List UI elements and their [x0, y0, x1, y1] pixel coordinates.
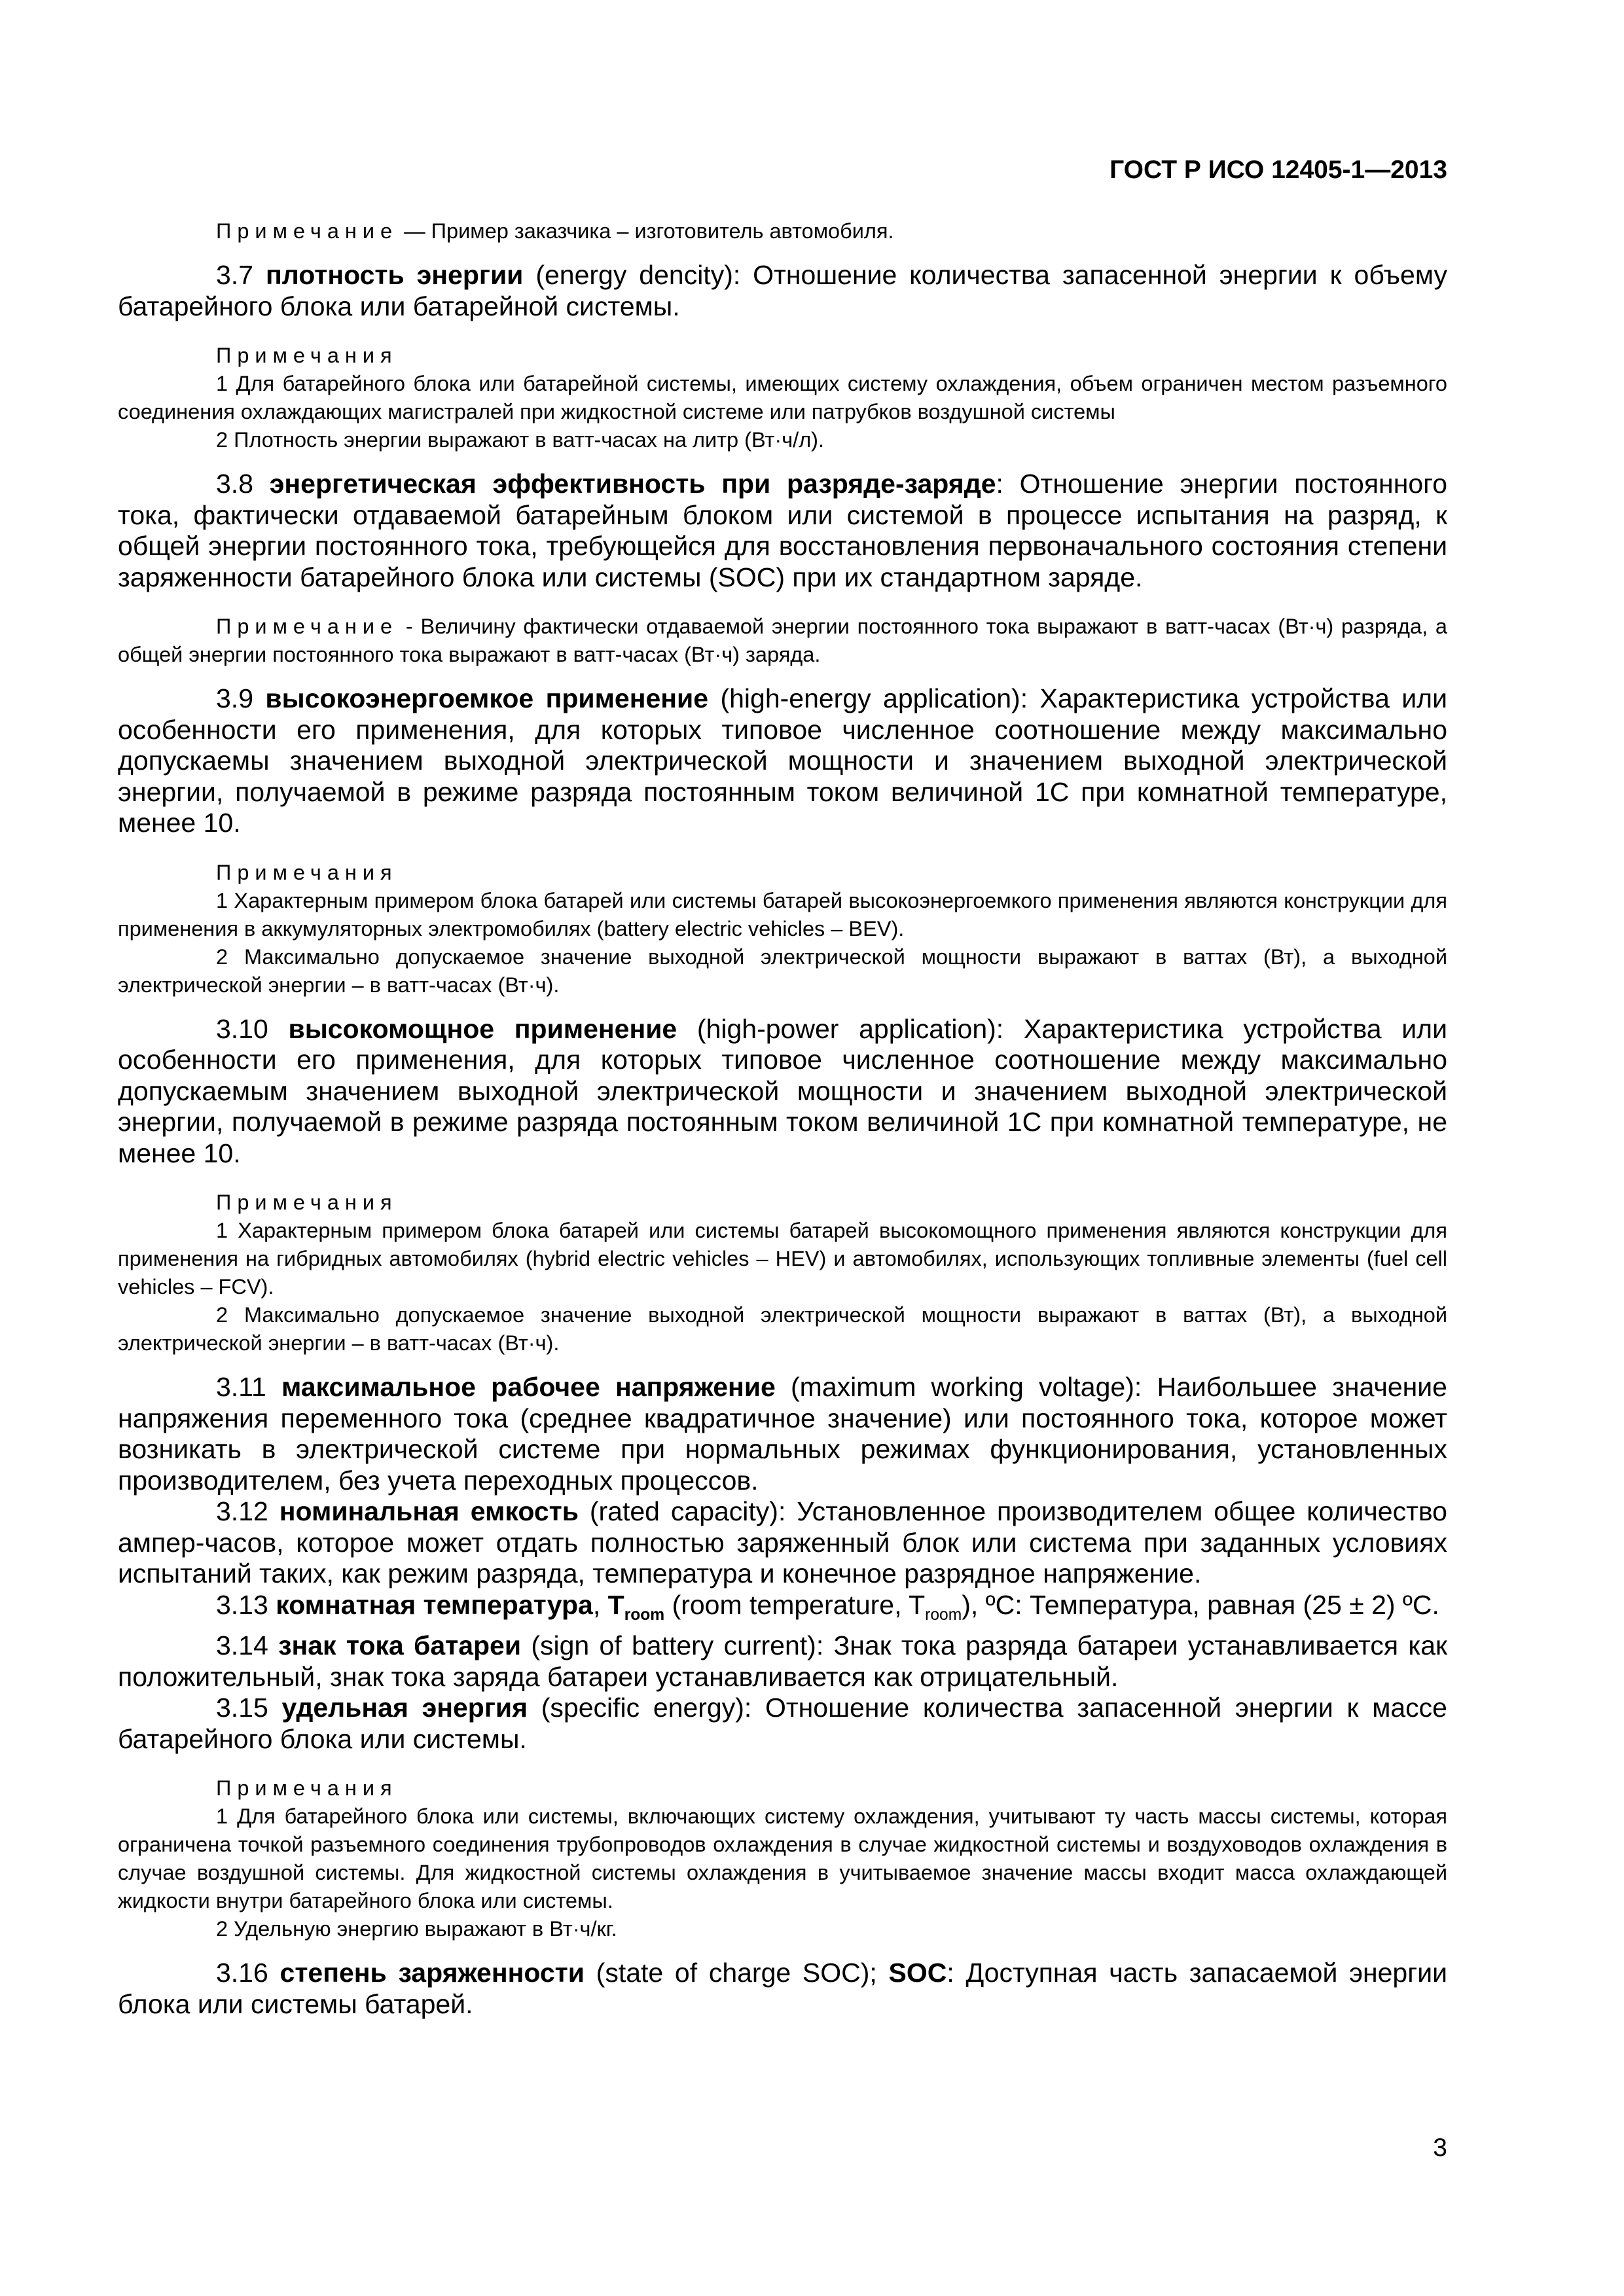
notes-heading: Примечания: [216, 860, 398, 884]
term-number: 3.13: [216, 1589, 276, 1620]
term-title: комнатная температура: [276, 1589, 593, 1620]
term-definition: (specific energy): Отношение количества запасенной энергии к массе батарейного блока или системы.: [118, 1693, 1447, 1754]
note-item: 1 Для батарейного блока или системы, включающих систему охлаждения, учитывают ту часть массы системы, которая ограничена точкой разъемного соединения трубопроводов охлаждения в случае жидкостной системы и воздуховодов охлаждения в случае воздушной системы. Для жидкостной системы охлаждения в учитываемое значение массы входит масса охлаждающей жидкости внутри батарейного блока или системы.: [118, 1804, 1447, 1913]
term-english: (room temperature, T: [664, 1589, 926, 1620]
note-item: 2 Плотность энергии выражают в ватт-часах на литр (Вт·ч/л).: [216, 428, 825, 452]
notes-heading: Примечания: [216, 1191, 398, 1214]
term-number: 3.9: [216, 683, 266, 713]
term-title: знак тока батареи: [278, 1630, 522, 1661]
notes-label: [118, 342, 1447, 370]
notes-heading: Примечания: [216, 344, 398, 367]
note-item: 1 Характерным примером блока батарей или системы батарей высокоэнергоемкого применения являются конструкции для применения в аккумуляторных электромобилях (battery electric vehicles – BEV).: [118, 888, 1447, 941]
term-abbreviation: SOC: [888, 1958, 947, 1988]
term-title: плотность энергии: [265, 260, 524, 290]
term-number: 3.15: [216, 1693, 282, 1723]
note-3-6: [118, 217, 1447, 245]
note-text: - Величину фактически отдаваемой энергии постоянного тока выражают в ватт-часах (Вт·ч) разряда, а общей энергии постоянного тока выражают в ватт-часах (Вт·ч) заряда.: [118, 615, 1447, 666]
term-separator: ,: [592, 1589, 608, 1620]
term-number: 3.7: [216, 260, 266, 290]
term-title: максимальное рабочее напряжение: [281, 1372, 776, 1402]
term-title: удельная энергия: [281, 1693, 528, 1723]
term-3-8: [118, 469, 1447, 593]
term-title: энергетическая эффективность при разряде-заряде: [269, 469, 996, 499]
term-3-13: [118, 1590, 1447, 1631]
term-3-9: [118, 683, 1447, 839]
term-3-16: [118, 1958, 1447, 2020]
term-3-10: [118, 1014, 1447, 1170]
note-3-8: [118, 613, 1447, 669]
term-title: номинальная емкость: [279, 1496, 579, 1526]
note-label: Примечание: [216, 219, 399, 243]
term-definition: (high-power application): Характеристика устройства или особенности его применения, для которых типовое численное соотношение между максимально допускаемым значением выходной электрической мощности и значением выходной электрической энергии, получаемой в режиме разряда постоянным током величиной 1С при комнатной температуре, не менее 10.: [118, 1013, 1447, 1168]
term-title: высокоэнергоемкое применение: [265, 683, 709, 713]
note-item: 2 Максимально допускаемое значение выходной электрической мощности выражают в ваттах (Вт), а выходной электрической энергии – в ватт-часах (Вт·ч).: [118, 944, 1447, 997]
term-number: 3.10: [216, 1013, 289, 1044]
document-header: ГОСТ Р ИСО 12405-1—2013: [1110, 156, 1447, 184]
note-text: — Пример заказчика – изготовитель автомобиля.: [398, 219, 894, 243]
term-title: степень заряженности: [280, 1958, 585, 1988]
term-definition: : Доступная часть запасаемой энергии блока или системы батарей.: [118, 1958, 1447, 2019]
term-title: высокомощное применение: [288, 1013, 677, 1044]
term-definition: (maximum working voltage): Наибольшее значение напряжения переменного тока (среднее квадратичное значение) или постоянного тока, которое может возникать в электрической системе при нормальных режимах функционирования, установленных производителем, без учета переходных процессов.: [118, 1372, 1447, 1496]
term-number: 3.16: [216, 1958, 280, 1988]
term-number: 3.14: [216, 1630, 279, 1661]
term-english: (state of charge SOC);: [584, 1958, 889, 1988]
term-definition: ), ºC: Температура, равная (25 ± 2) ºC.: [962, 1589, 1439, 1620]
note-label: Примечание: [216, 615, 399, 638]
term-3-14: [118, 1630, 1447, 1693]
note-item: 2 Максимально допускаемое значение выходной электрической мощности выражают в ваттах (Вт), а выходной электрической энергии – в ватт-часах (Вт·ч).: [118, 1303, 1447, 1355]
note-item: 1 Для батарейного блока или батарейной системы, имеющих систему охлаждения, объем ограничен местом разъемного соединения охлаждающих магистралей при жидкостной системе или патрубков воздушной системы: [118, 372, 1447, 423]
term-definition: (sign of battery current): Знак тока разряда батареи устанавливается как положительный, знак тока заряда батареи устанавливается как отрицательный.: [118, 1630, 1447, 1692]
term-number: 3.8: [216, 469, 270, 499]
notes-heading: Примечания: [216, 1776, 398, 1801]
term-number: 3.12: [216, 1496, 280, 1526]
term-symbol: [607, 1589, 665, 1624]
notes-label: [118, 1189, 1447, 1217]
term-definition: (high-energy application): Характеристика устройства или особенности его применения, для которых типовое численное соотношение между максимально допускаемы значением выходной электрической мощности и значением выходной электрической энергии, получаемой в режиме разряда постоянным током величиной 1С при комнатной температуре, менее 10.: [118, 683, 1447, 838]
term-3-15: [118, 1693, 1447, 1755]
term-definition: (energy dencity): Отношение количества запасенной энергии к объему батарейного блока или батарейной системы.: [118, 260, 1448, 321]
term-3-12: [118, 1496, 1447, 1590]
symbol-subscript: room: [925, 1605, 962, 1624]
term-definition: : Отношение энергии постоянного тока, фактически отдаваемой батарейным блоком или системой в процессе испытания на разряд, к общей энергии постоянного тока, требующейся для восстановления первоначального состояния степени заряженности батарейного блока или системы (SOC) при их стандартном заряде.: [118, 469, 1447, 592]
symbol-subscript: room: [624, 1605, 665, 1624]
term-definition: (rated capacity): Установленное производителем общее количество ампер-часов, которое может отдать полностью заряженный блок или система при заданных условиях испытаний таких, как режим разряда, температура и конечное разрядное напряжение.: [118, 1496, 1447, 1588]
document-body: [118, 217, 1447, 2020]
note-item: 1 Характерным примером блока батарей или системы батарей высокомощного применения являются конструкции для применения на гибридных автомобилях (hybrid electric vehicles – HEV) и автомобилях, использующих топливные элементы (fuel cell vehicles – FCV).: [118, 1219, 1447, 1299]
term-3-7: [118, 260, 1447, 322]
notes-label: [118, 859, 1447, 887]
term-number: 3.11: [216, 1372, 281, 1402]
note-item: 2 Удельную энергию выражают в Вт·ч/кг.: [216, 1917, 617, 1941]
notes-label: [118, 1774, 1447, 1803]
page-number: 3: [1433, 2134, 1447, 2162]
symbol-letter: T: [607, 1589, 624, 1620]
term-3-11: [118, 1372, 1447, 1496]
